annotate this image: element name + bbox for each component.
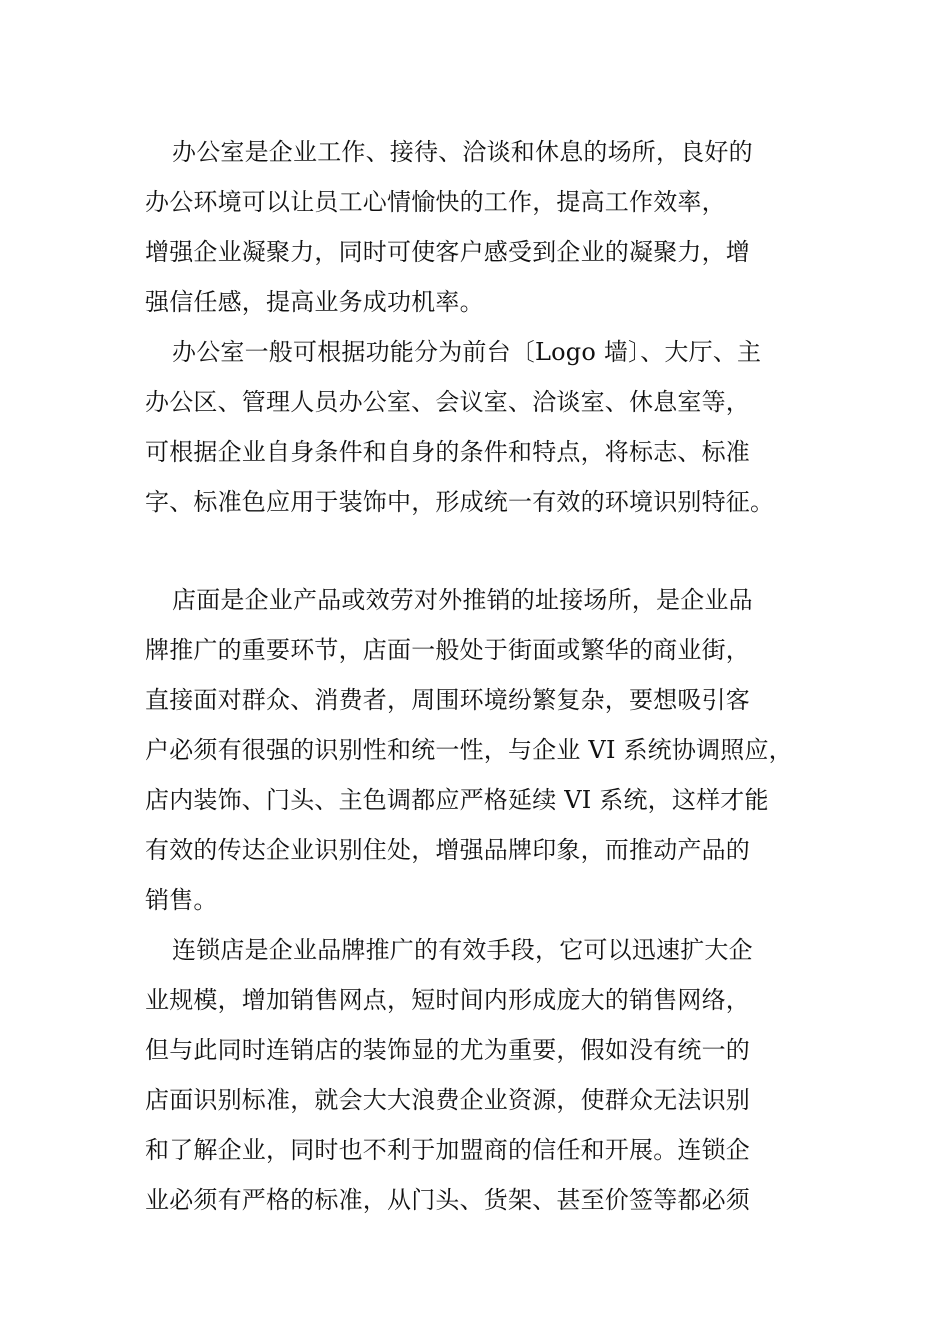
paragraph-2-line-1: 办公室一般可根据功能分为前台〔Logo 墙〕、大厅、主 <box>172 338 762 366</box>
paragraph-3-line-4: 户必须有很强的识别性和统一性，与企业 VI 系统协调照应， <box>145 736 793 764</box>
paragraph-3-line-1: 店面是企业产品或效劳对外推销的址接场所，是企业品 <box>172 586 753 614</box>
paragraph-4-line-5: 和了解企业，同时也不利于加盟商的信任和开展。连锁企 <box>145 1136 750 1164</box>
paragraph-2-line-4: 字、标准色应用于装饰中，形成统一有效的环境识别特征。 <box>145 488 775 516</box>
paragraph-3-line-2: 牌推广的重要环节，店面一般处于街面或繁华的商业街， <box>145 636 750 664</box>
paragraph-2-line-3: 可根据企业自身条件和自身的条件和特点，将标志、标准 <box>145 438 750 466</box>
paragraph-2-line-2: 办公区、管理人员办公室、会议室、洽谈室、休息室等， <box>145 388 750 416</box>
paragraph-4-line-2: 业规模，增加销售网点，短时间内形成庞大的销售网络， <box>145 986 750 1014</box>
paragraph-4-line-1: 连锁店是企业品牌推广的有效手段，它可以迅速扩大企 <box>172 936 753 964</box>
paragraph-3-line-3: 直接面对群众、消费者，周围环境纷繁复杂，要想吸引客 <box>145 686 750 714</box>
paragraph-3-line-5: 店内装饰、门头、主色调都应严格延续 VI 系统，这样才能 <box>145 786 769 814</box>
paragraph-4-line-4: 店面识别标准，就会大大浪费企业资源，使群众无法识别 <box>145 1086 750 1114</box>
paragraph-4-line-3: 但与此同时连销店的装饰显的尤为重要，假如没有统一的 <box>145 1036 750 1064</box>
paragraph-3-line-7: 销售。 <box>145 886 218 914</box>
paragraph-1-line-3: 增强企业凝聚力，同时可使客户感受到企业的凝聚力，增 <box>145 238 750 266</box>
paragraph-1-line-2: 办公环境可以让员工心情愉快的工作，提高工作效率， <box>145 188 726 216</box>
paragraph-1-line-1: 办公室是企业工作、接待、洽谈和休息的场所，良好的 <box>172 138 753 166</box>
paragraph-4-line-6: 业必须有严格的标准，从门头、货架、甚至价签等都必须 <box>145 1186 750 1214</box>
paragraph-3-line-6: 有效的传达企业识别住处，增强品牌印象，而推动产品的 <box>145 836 750 864</box>
paragraph-1-line-4: 强信任感，提高业务成功机率。 <box>145 288 484 316</box>
